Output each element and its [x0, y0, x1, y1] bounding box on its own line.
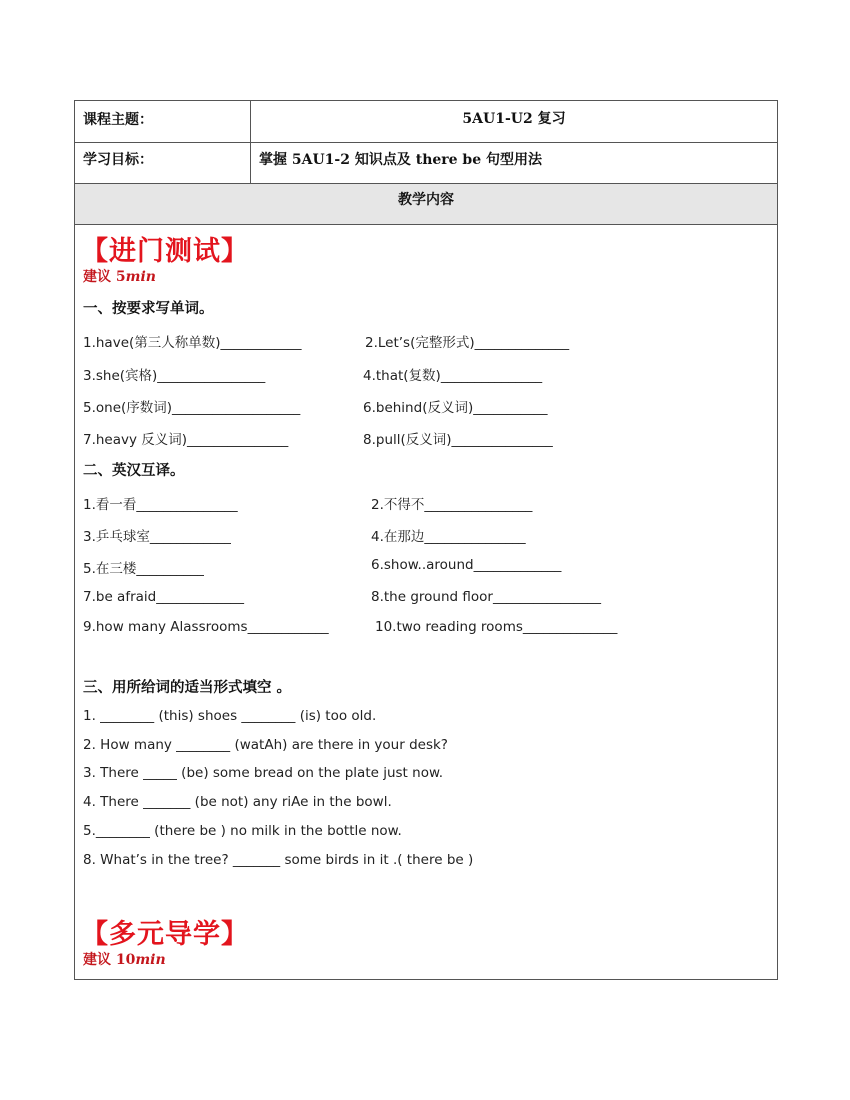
part2-item: 7.be afraid_____________ — [83, 589, 244, 605]
part2-item: 5.在三楼__________ — [83, 561, 204, 577]
part2-title: 二、英汉互译。 — [83, 462, 185, 479]
part3-item: 1. ________ (this) shoes ________ (is) too old. — [83, 708, 377, 724]
topic-label: 课程主题： — [83, 112, 153, 128]
part1-item: 7.heavy 反义词)_______________ — [83, 432, 289, 448]
part2-item: 1.看一看_______________ — [83, 497, 238, 513]
part2-item: 9.how many Alassrooms____________ — [83, 619, 329, 635]
entry-test-title: 【进门测试】 — [81, 236, 249, 267]
part2-item: 6.show..around_____________ — [371, 557, 562, 573]
part2-item: 8.the ground floor________________ — [371, 589, 601, 605]
part1-item: 2.Let’s(完整形式)______________ — [365, 335, 570, 351]
lesson-sheet — [74, 100, 778, 980]
goal-value: 掌握 5AU1-2 知识点及 there be 句型用法 — [259, 152, 543, 168]
guided-learning-suggest: 建议 10min — [83, 952, 166, 968]
guided-learning-title: 【多元导学】 — [81, 919, 249, 950]
topic-value: 5AU1-U2 复习 — [462, 111, 566, 127]
part1-title: 一、按要求写单词。 — [83, 300, 214, 317]
part3-title: 三、用所给词的适当形式填空 。 — [83, 679, 292, 696]
part1-item: 4.that(复数)_______________ — [363, 368, 543, 384]
part1-item: 1.have(第三人称单数)____________ — [83, 335, 302, 351]
part3-item: 8. What’s in the tree? _______ some birds in it .( there be ) — [83, 852, 474, 868]
part1-item: 8.pull(反义词)_______________ — [363, 432, 553, 448]
part1-item: 6.behind(反义词)___________ — [363, 400, 548, 416]
part3-item: 3. There _____ (be) some bread on the plate just now. — [83, 765, 444, 781]
entry-test-suggest: 建议 5min — [83, 269, 156, 285]
content-label: 教学内容 — [398, 192, 454, 208]
part1-item: 5.one(序数词)___________________ — [83, 400, 301, 416]
part2-item: 2.不得不________________ — [371, 497, 533, 513]
part3-item: 4. There _______ (be not) any riAe in the bowl. — [83, 794, 392, 810]
part2-item: 10.two reading rooms______________ — [375, 619, 618, 635]
goal-label: 学习目标： — [83, 152, 153, 168]
part3-item: 5.________ (there be ) no milk in the bottle now. — [83, 823, 402, 839]
part3-item: 2. How many ________ (watAh) are there in your desk? — [83, 737, 448, 753]
part2-item: 3.乒乓球室____________ — [83, 529, 231, 545]
part1-item: 3.she(宾格)________________ — [83, 368, 266, 384]
part2-item: 4.在那边_______________ — [371, 529, 526, 545]
